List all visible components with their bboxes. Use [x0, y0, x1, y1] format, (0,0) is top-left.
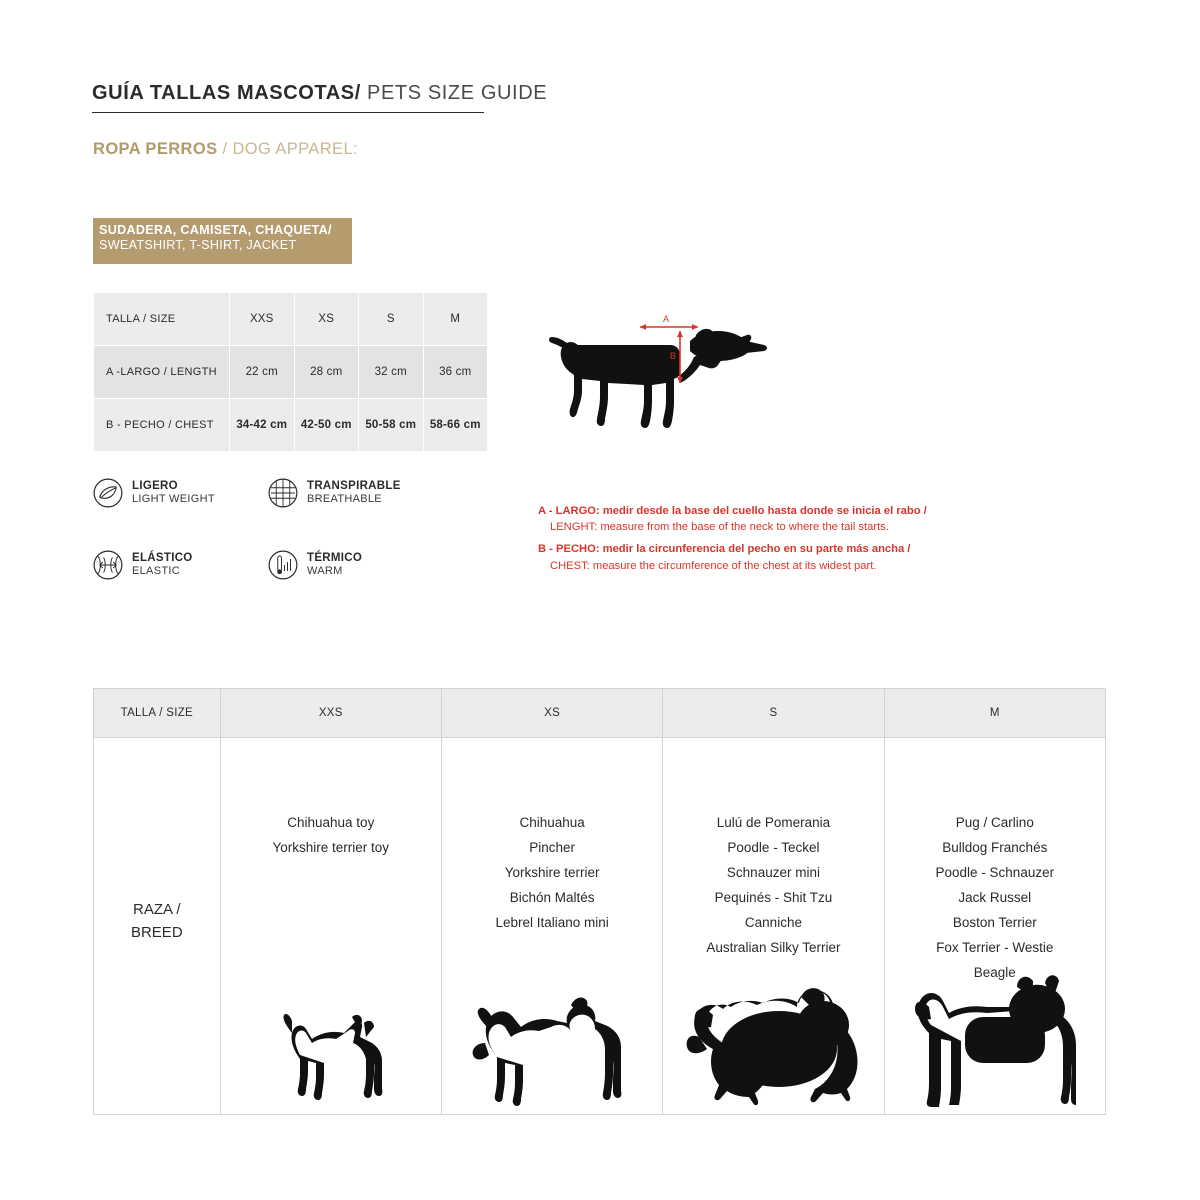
- row-label-chest: B - PECHO / CHEST: [94, 399, 230, 452]
- title-divider: [92, 112, 484, 113]
- list-item: Pincher: [529, 839, 575, 855]
- legend-item-length: [538, 503, 978, 535]
- feature-label-es: TÉRMICO: [307, 552, 363, 565]
- list-item: Poodle - Schnauzer: [935, 864, 1055, 880]
- breed-row-label: [95, 899, 219, 944]
- table-row: [94, 293, 488, 346]
- list-item: Yorkshire terrier toy: [272, 839, 390, 855]
- feature-warm-text: [307, 552, 362, 578]
- feature-warm: [268, 550, 362, 580]
- feature-light-weight: [93, 478, 215, 508]
- list-item: Lulú de Pomerania: [716, 815, 831, 830]
- category-label-box: [93, 218, 352, 264]
- size-table-header-s: S: [359, 293, 424, 346]
- list-item: Pequinés - Shit Tzu: [714, 889, 833, 905]
- section-subtitle: [93, 140, 358, 159]
- dog-measurement-diagram: [540, 305, 790, 455]
- diagram-label-a: A: [662, 314, 670, 324]
- list-item: Pug / Carlino: [955, 815, 1034, 830]
- feature-label-en: WARM: [307, 565, 343, 578]
- breed-row-label-line2: BREED: [130, 923, 183, 941]
- table-row: [94, 399, 488, 452]
- feature-label-en: ELASTIC: [132, 565, 180, 578]
- length-xxs: 22 cm: [230, 346, 295, 399]
- chest-s: 50-58 cm: [359, 399, 424, 452]
- list-item: Schnauzer mini: [726, 864, 820, 880]
- feature-light-weight-text: [132, 480, 215, 506]
- feature-breathable-text: [307, 480, 401, 506]
- legend-chest-es: B - PECHO: medir la circunferencia del pecho en su parte más ancha /: [538, 543, 911, 556]
- size-table-header-m: M: [423, 293, 488, 346]
- table-row: [94, 689, 1106, 738]
- category-label-en: SWEATSHIRT, T-SHIRT, JACKET: [99, 238, 297, 253]
- category-label-es: SUDADERA, CAMISETA, CHAQUETA/: [99, 223, 332, 237]
- size-table-header-xs: XS: [294, 293, 359, 346]
- breed-cell-xs: [441, 738, 662, 1115]
- list-item: Jack Russel: [958, 889, 1032, 905]
- size-measurement-table: [93, 292, 488, 452]
- feature-breathable: [268, 478, 401, 508]
- list-item: Lebrel Italiano mini: [495, 914, 609, 930]
- legend-length-en: LENGHT: measure from the base of the neck to where the tail starts.: [550, 521, 889, 534]
- leaf-icon: [93, 478, 123, 508]
- list-item: Poodle - Teckel: [727, 839, 820, 855]
- length-m: 36 cm: [423, 346, 488, 399]
- feature-elastic: [93, 550, 193, 580]
- table-row: [94, 738, 1106, 1115]
- small-longhair-dog-silhouette: [443, 987, 661, 1107]
- breed-row-label-line1: RAZA /: [133, 901, 181, 918]
- size-table-header-label: TALLA / SIZE: [94, 293, 230, 346]
- legend-length-es: A - LARGO: medir desde la base del cuello hasta donde se inicia el rabo /: [538, 505, 927, 517]
- feature-elastic-text: [132, 552, 193, 578]
- thermometer-warm-icon: [268, 550, 298, 580]
- breed-table-header-label: TALLA / SIZE: [94, 689, 221, 738]
- list-item: Australian Silky Terrier: [706, 939, 841, 955]
- breed-table-header-xs: XS: [441, 689, 662, 738]
- list-item: Chihuahua toy: [287, 815, 375, 830]
- diagram-label-b: B: [669, 351, 677, 361]
- row-label-length: A -LARGO / LENGTH: [94, 346, 230, 399]
- chihuahua-silhouette: [222, 997, 440, 1107]
- french-bulldog-silhouette: [886, 967, 1104, 1107]
- breed-table-header-xxs: XXS: [220, 689, 441, 738]
- breed-list-s: [664, 811, 882, 961]
- chest-xs: 42-50 cm: [294, 399, 359, 452]
- feature-label-es: LIGERO: [132, 480, 178, 493]
- length-xs: 28 cm: [294, 346, 359, 399]
- breed-cell-xxs: [220, 738, 441, 1115]
- length-s: 32 cm: [359, 346, 424, 399]
- feature-label-en: BREATHABLE: [307, 493, 382, 506]
- feature-label-en: LIGHT WEIGHT: [132, 493, 215, 506]
- breed-row-label-cell: [94, 738, 221, 1115]
- list-item: Beagle: [973, 964, 1016, 980]
- list-item: Yorkshire terrier: [504, 864, 600, 880]
- breed-cell-m: [884, 738, 1105, 1115]
- breed-table: [93, 688, 1106, 1115]
- page-title-en: PETS SIZE GUIDE: [360, 82, 548, 104]
- breed-list-xxs: [222, 811, 440, 861]
- list-item: Boston Terrier: [952, 914, 1037, 930]
- mesh-breathable-icon: [268, 478, 298, 508]
- pomeranian-silhouette: [664, 977, 882, 1107]
- list-item: Chihuahua: [519, 815, 585, 830]
- legend-item-chest: [538, 541, 978, 573]
- page-title-es: GUÍA TALLAS MASCOTAS/: [92, 82, 361, 104]
- section-subtitle-es: ROPA PERROS: [93, 140, 218, 158]
- page-title: [92, 82, 547, 105]
- size-table-header-xxs: XXS: [230, 293, 295, 346]
- breed-table-header-s: S: [663, 689, 884, 738]
- breed-list-xs: [443, 811, 661, 936]
- list-item: Bichón Maltés: [509, 889, 595, 905]
- list-item: Fox Terrier - Westie: [936, 939, 1054, 955]
- section-subtitle-en: / DOG APPAREL:: [217, 140, 359, 158]
- list-item: Bulldog Franchés: [942, 839, 1048, 855]
- table-row: [94, 346, 488, 399]
- legend-chest-en: CHEST: measure the circumference of the chest at its widest part.: [550, 559, 877, 572]
- list-item: Canniche: [744, 914, 802, 930]
- breed-cell-s: [663, 738, 884, 1115]
- measurement-legend: [538, 503, 978, 580]
- breed-list-m: [886, 811, 1104, 986]
- chest-xxs: 34-42 cm: [230, 399, 295, 452]
- elastic-icon: [93, 550, 123, 580]
- breed-table-header-m: M: [884, 689, 1105, 738]
- chest-m: 58-66 cm: [423, 399, 488, 452]
- feature-label-es: ELÁSTICO: [132, 552, 193, 565]
- feature-label-es: TRANSPIRABLE: [307, 480, 401, 493]
